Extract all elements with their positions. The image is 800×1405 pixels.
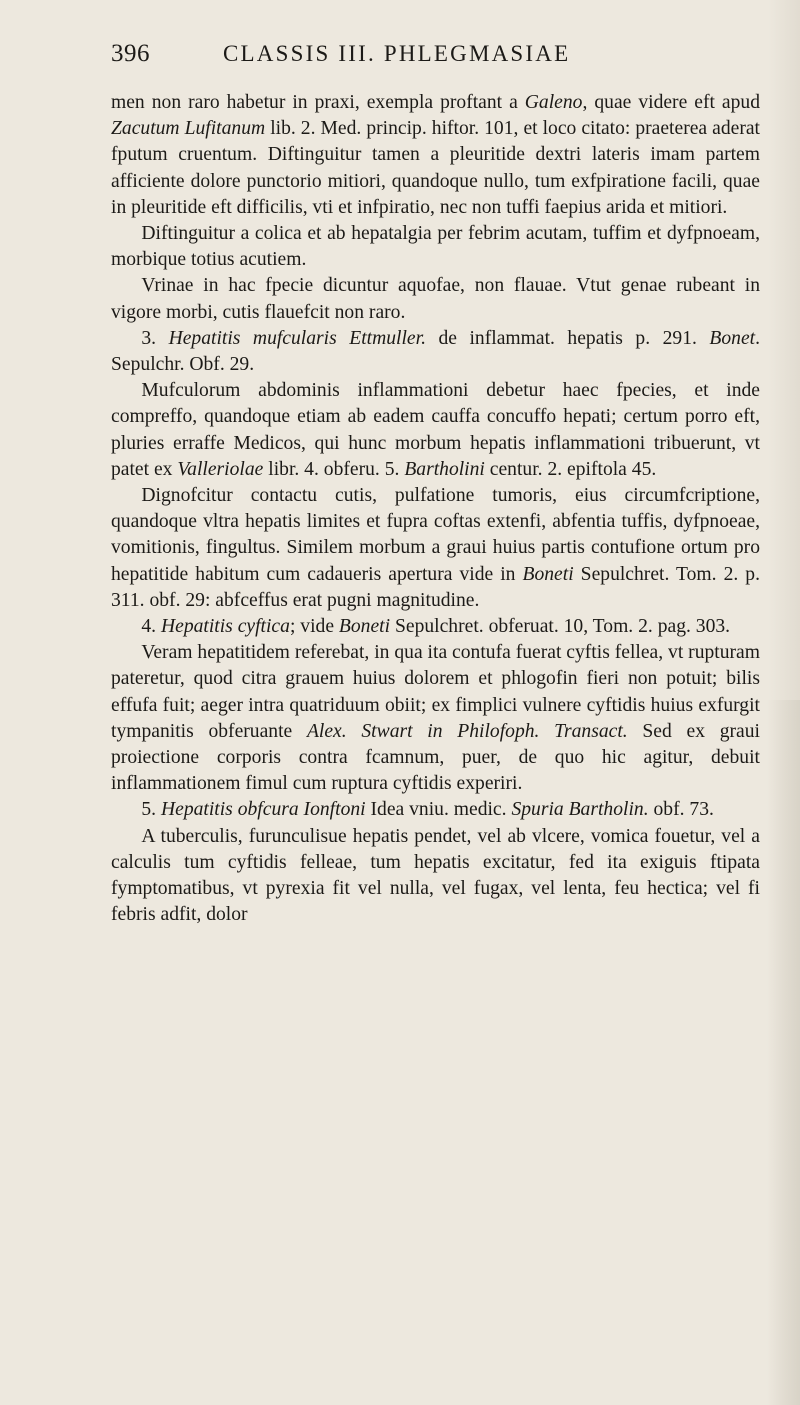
body-text [111, 90, 760, 929]
text-run: Dignofcitur contactu cutis, pulfatione tumoris, eius circumfcriptione, quandoque vltra hepatis limites et fupra coftas extenfi, abfentia tuffis, dyfpnoeae, vomitionis, fingultus. Similem morbum a graui huius partis contufione ortum pro hepatitide habitum cum cadaueris apertura vide in [111, 485, 760, 585]
italic-text: Galeno [524, 92, 583, 113]
text-run: A tuberculis, furunculisue hepatis pendet, vel ab vlcere, vomica fouetur, vel a calculis tum cyftidis felleae, tum hepatis excitatur, fed ita exiguis ftipata fymptomatibus, vt pyrexia fit vel nulla, vel fugax, vel lenta, feu hectica; vel fi febris adfit, dolor [111, 825, 760, 926]
text-run: ; vide [289, 616, 339, 638]
text-run: men non raro habetur in praxi, exempla proftant a [111, 92, 525, 113]
text-run: Idea vniu. medic. [365, 799, 512, 821]
italic-text: Alex. Stwart in Philofoph. Transact. [306, 720, 628, 742]
page-number: 396 [111, 40, 150, 67]
text-run: 4. [141, 616, 161, 638]
text-run: Veram hepatitidem referebat, in qua ita contufa fuerat cyftis fellea, vt rupturam pateretur, quod citra grauem huius dolorem et phlogofin fieri non potuit; bilis effufa fuit; aeger intra quatriduum obiit; ex fimplici vulnere cyftidis huius exfurgit tympanitis obferuante [111, 642, 760, 742]
page-header [111, 40, 760, 80]
text-run: Diftinguitur a colica et ab hepatalgia per febrim acutam, tuffim et dyfpnoeam, morbique totius acutiem. [111, 223, 760, 271]
text-run: Vrinae in hac fpecie dicuntur aquofae, non flauae. Vtut genae rubeant in vigore morbi, cutis flauefcit non raro. [111, 275, 760, 323]
text-run: 5. [141, 799, 161, 821]
paragraph [111, 90, 760, 221]
text-run: . Sepulchr. Obf. 29. [111, 327, 761, 376]
text-run: libr. 4. obferu. 5. [263, 458, 405, 480]
italic-text: Boneti [338, 616, 391, 638]
paragraph [111, 483, 760, 614]
paragraph [111, 614, 760, 640]
italic-text: Zacutum Lufitanum [111, 118, 266, 140]
text-run: centur. 2. epiftola 45. [484, 458, 657, 480]
running-head: CLASSIS III. PHLEGMASIAE [223, 41, 571, 66]
paragraph [111, 221, 760, 273]
paragraph [111, 273, 760, 325]
text-run: Mufculorum abdominis inflammationi debetur haec fpecies, et inde compreffo, quandoque etiam ab eadem cauffa concuffo hepati; certum porro eft, pluries erraffe Medicos, qui hunc morbum hepatis inflammationi tribuerunt, vt patet ex [111, 380, 760, 480]
italic-text: Spuria Bartholin. [511, 799, 649, 821]
italic-text: Hepatitis mufcularis Ettmuller. [168, 327, 426, 349]
italic-text: Valleriolae [177, 458, 264, 480]
text-run: , quae videre eft apud [582, 92, 761, 113]
paragraph [111, 824, 760, 929]
italic-text: Hepatitis cyftica [160, 616, 290, 638]
italic-text: Boneti [522, 563, 574, 585]
page-edge-shadow [766, 700, 800, 1405]
text-run: 3. [141, 327, 169, 349]
paragraph [111, 326, 760, 378]
paragraph [111, 640, 760, 797]
paragraph [111, 797, 760, 823]
text-run: obf. 73. [648, 799, 714, 821]
italic-text: Bartholini [404, 458, 485, 480]
paragraph [111, 378, 760, 483]
text-run: Sed ex graui proiectione corporis contra fcamnum, puer, de quo hic agitur, debuit inflammationem fimul cum ruptura cyftidis experiri. [111, 720, 760, 795]
italic-text: Bonet [709, 327, 756, 349]
text-run: Sepulchret. Tom. 2. p. 311. obf. 29: abfceffus erat pugni magnitudine. [111, 563, 761, 611]
text-run: Sepulchret. obferuat. 10, Tom. 2. pag. 303. [390, 616, 731, 638]
text-run: de inflammat. hepatis p. 291. [425, 327, 710, 349]
italic-text: Hepatitis obfcura Ionftoni [160, 799, 366, 821]
text-run: lib. 2. Med. princip. hiftor. 101, et loco citato: praeterea aderat fputum cruentum. Diftinguitur tamen a pleuritide dextri lateris imam partem afficiente dolore punctorio mitiori, quandoque nullo, tum exfpiratione facili, quae in pleuritide eft difficilis, vti et infpiratio, nec non tuffi faepius arida et mitiori. [111, 118, 760, 218]
